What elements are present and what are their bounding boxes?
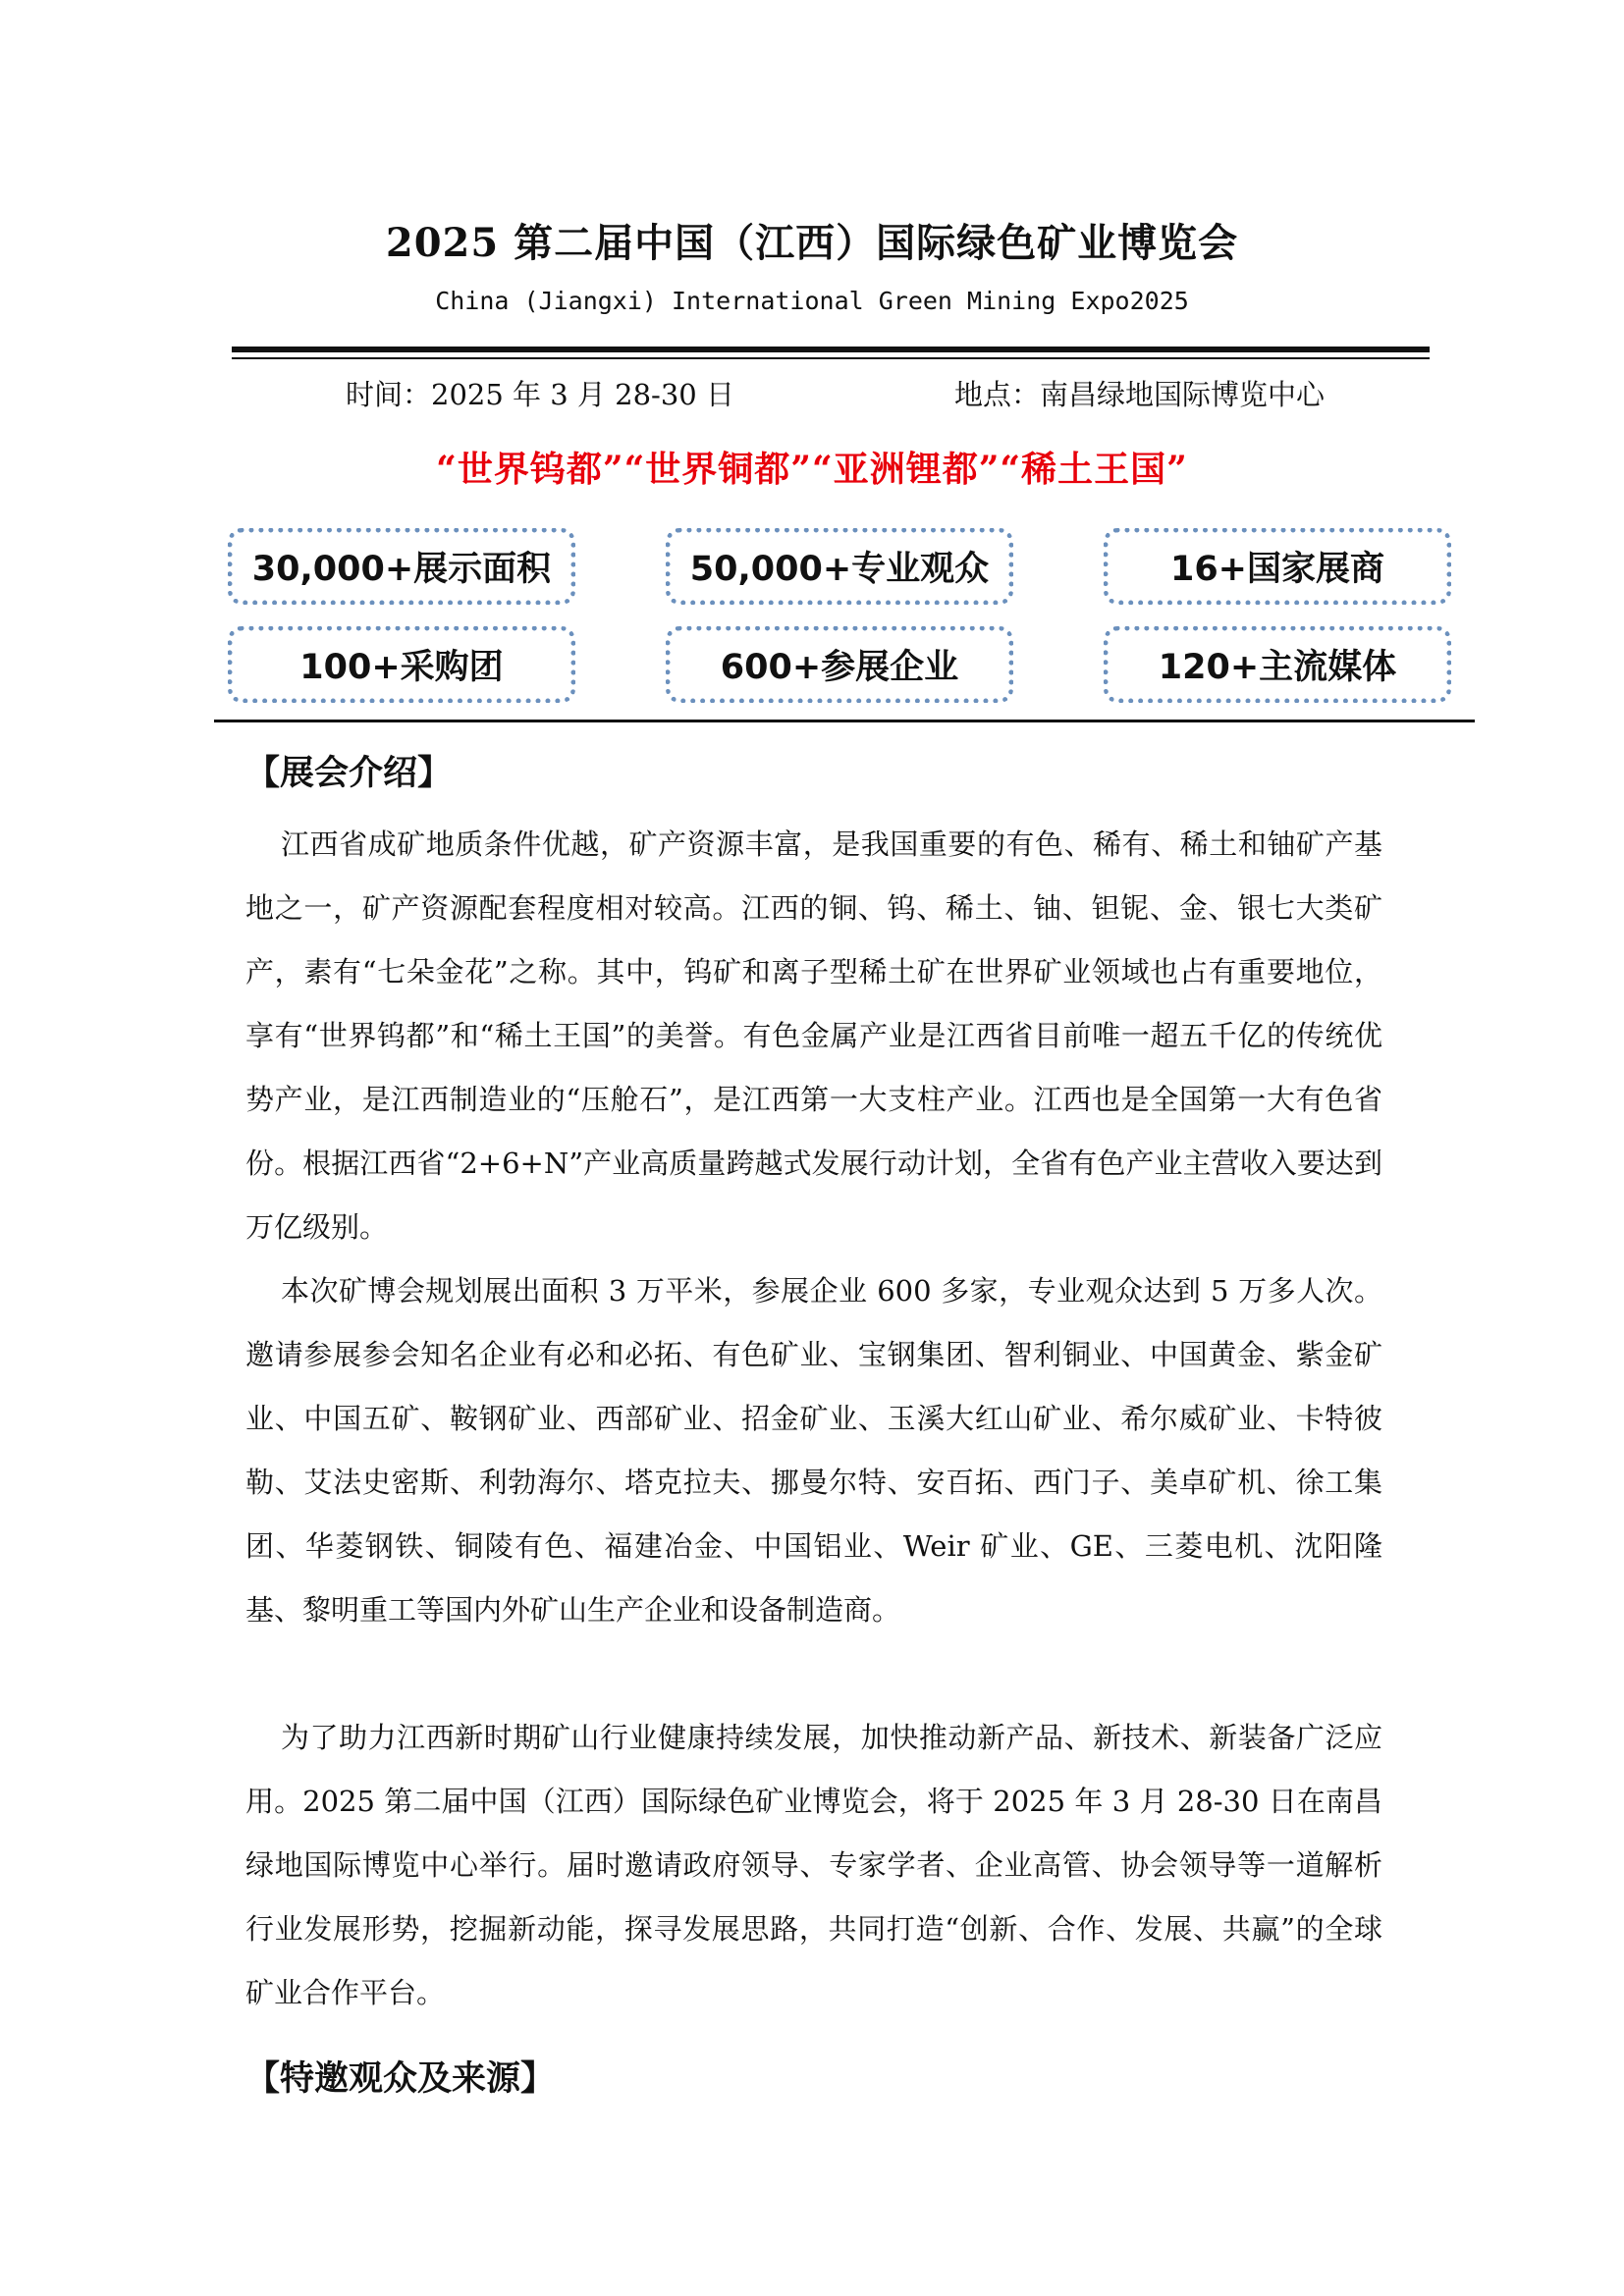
slogan: “世界钨都”“世界铜都”“亚洲锂都”“稀土王国” [436,449,1188,490]
stat-box-exhibitors: 600+参展企业 [666,626,1013,703]
intro-paragraph-2: 本次矿博会规划展出面积 3 万平米，参展企业 600 多家，专业观众达到 5 万多人次。邀请参展参会知名企业有必和必拓、有色矿业、宝钢集团、智利铜业、中国黄金、紫金矿业、中国五矿、鞍钢矿业、西部矿业、招金矿业、玉溪大红山矿业、希尔威矿业、卡特彼勒、艾法史密斯、利勃海尔、塔克拉夫、挪曼尔特、安百拓、西门子、美卓矿机、徐工集团、华菱钢铁、铜陵有色、福建冶金、中国铝业、Weir 矿业、GE、三菱电机、沈阳隆基、黎明重工等国内外矿山生产企业和设备制造商。 [245,1274,1382,1627]
document-title: 2025 第二届中国（江西）国际绿色矿业博览会 [385,220,1239,266]
stat-box-media: 120+主流媒体 [1104,626,1451,703]
audience-heading: 【特邀观众及来源】 [245,2059,556,2099]
stat-box-area: 30,000+展示面积 [228,528,575,605]
stat-box-countries: 16+国家展商 [1104,528,1451,605]
stat-box-visitors: 50,000+专业观众 [666,528,1013,605]
event-time: 时间：2025 年 3 月 28-30 日 [346,378,734,411]
intro-paragraph-1: 江西省成矿地质条件优越，矿产资源丰富，是我国重要的有色、稀有、稀土和铀矿产基地之一，矿产资源配套程度相对较高。江西的铜、钨、稀土、铀、钽铌、金、银七大类矿产，素有“七朵金花”之称。其中，钨矿和离子型稀土矿在世界矿业领域也占有重要地位，享有“世界钨都”和“稀土王国”的美誉。有色金属产业是江西省目前唯一超五千亿的传统优势产业，是江西制造业的“压舱石”，是江西第一大支柱产业。江西也是全国第一大有色省份。根据江西省“2+6+N”产业高质量跨越式发展行动计划，全省有色产业主营收入要达到万亿级别。 [245,828,1382,1244]
header-rule-thick [232,347,1430,352]
intro-paragraph-3: 为了助力江西新时期矿山行业健康持续发展，加快推动新产品、新技术、新装备广泛应用。2025 第二届中国（江西）国际绿色矿业博览会，将于 2025 年 3 月 28-30 日在南昌绿地国际博览中心举行。届时邀请政府领导、专家学者、企业高管、协会领导等一道解析行业发展形势，挖掘新动能，探寻发展思路，共同打造“创新、合作、发展、共赢”的全球矿业合作平台。 [245,1721,1382,2009]
intro-heading: 【展会介绍】 [245,754,453,793]
stat-box-buyers: 100+采购团 [228,626,575,703]
section-rule [214,720,1475,722]
event-place: 地点：南昌绿地国际博览中心 [954,378,1326,411]
header-rule-thin [232,357,1430,359]
document-subtitle: China (Jiangxi) International Green Mining Expo2025 [435,287,1189,315]
